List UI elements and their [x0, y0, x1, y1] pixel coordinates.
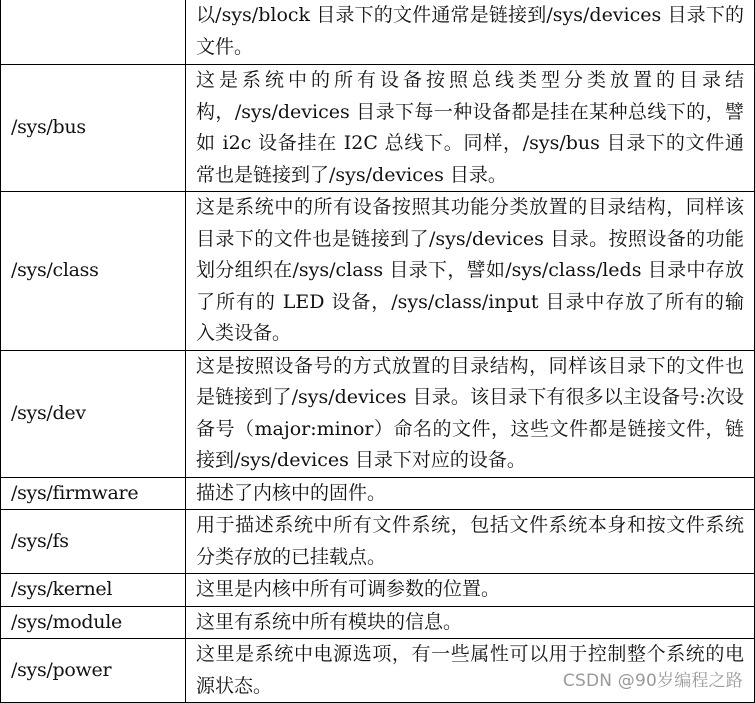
- table-row: [1, 477, 755, 510]
- table-row: [1, 350, 755, 477]
- path-cell: /sys/class: [1, 192, 186, 351]
- description-cell: 这是按照设备号的方式放置的目录结构，同样该目录下的文件也是链接到了/sys/devices 目录。该目录下有很多以主设备号:次设备号（major:minor）命名的文件，这些文件都是链接文件，链接到/sys/devices 目录下对应的设备。: [186, 350, 755, 477]
- csdn-watermark: CSDN @90岁编程之路: [562, 671, 743, 691]
- description-cell: 描述了内核中的固件。: [186, 477, 755, 510]
- path-cell: /sys/fs: [1, 510, 186, 574]
- path-cell: /sys/bus: [1, 65, 186, 192]
- table-row: [1, 574, 755, 607]
- path-cell: /sys/kernel: [1, 574, 186, 607]
- path-cell: /sys/dev: [1, 350, 186, 477]
- description-cell: 这是系统中的所有设备按照总线类型分类放置的目录结构，/sys/devices 目录下每一种设备都是挂在某种总线下的，譬如 i2c 设备挂在 I2C 总线下。同样，/sys/bus 目录下的文件通常也是链接到了/sys/devices 目录。: [186, 65, 755, 192]
- description-cell: 以/sys/block 目录下的文件通常是链接到/sys/devices 目录下的文件。: [186, 0, 755, 65]
- description-cell: 这里有系统中所有模块的信息。: [186, 606, 755, 639]
- table-row: [1, 192, 755, 351]
- description-cell: 这里是内核中所有可调参数的位置。: [186, 574, 755, 607]
- description-cell: 用于描述系统中所有文件系统，包括文件系统本身和按文件系统分类存放的已挂载点。: [186, 510, 755, 574]
- path-cell: /sys/firmware: [1, 477, 186, 510]
- table-row: [1, 510, 755, 574]
- path-cell: /sys/module: [1, 606, 186, 639]
- table-row: [1, 65, 755, 192]
- description-cell: 这是系统中的所有设备按照其功能分类放置的目录结构，同样该目录下的文件也是链接到了/sys/devices 目录。按照设备的功能划分组织在/sys/class 目录下，譬如/sys/class/leds 目录中存放了所有的 LED 设备，/sys/class/input 目录中存放了所有的输入类设备。: [186, 192, 755, 351]
- description-cell: 这里是系统中电源选项，有一些属性可以用于控制整个系统的电源状态。: [186, 639, 755, 703]
- table-row: [1, 0, 755, 65]
- table-row: [1, 606, 755, 639]
- path-cell: /sys/power: [1, 639, 186, 703]
- path-cell: [1, 0, 186, 65]
